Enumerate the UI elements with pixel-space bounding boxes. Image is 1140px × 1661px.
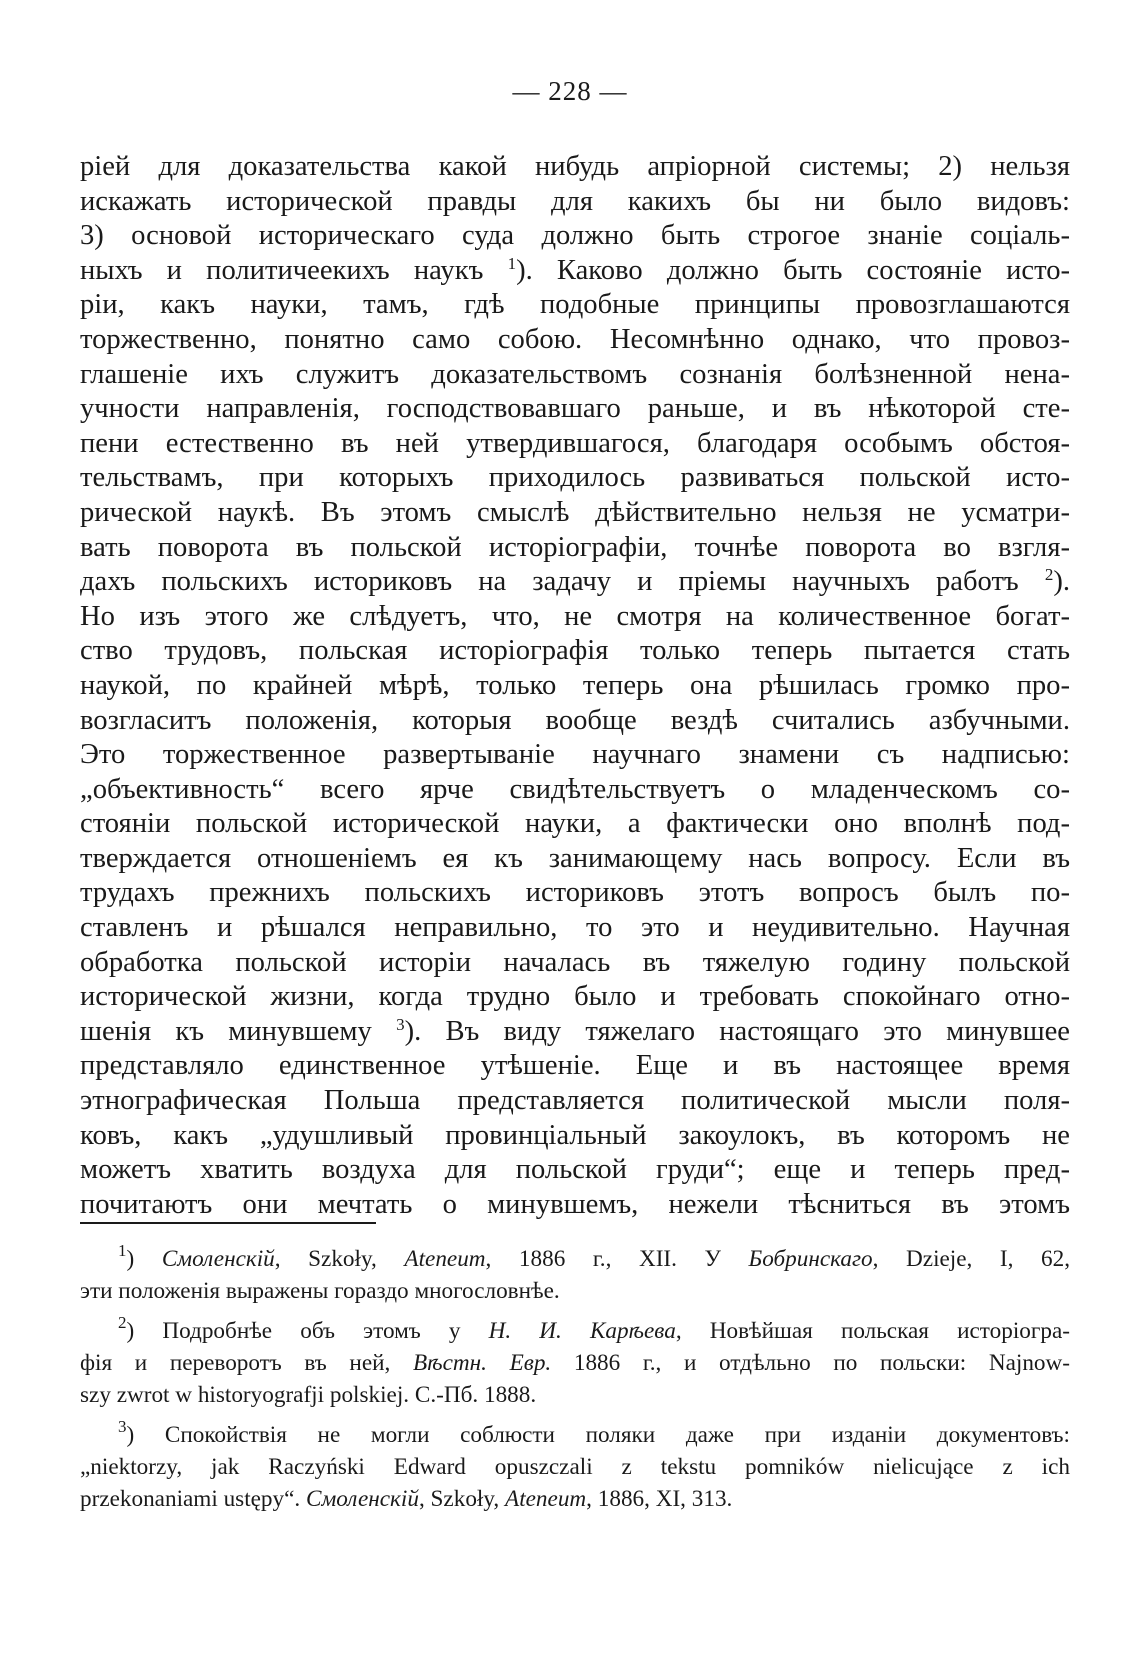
footnote-marker: 3 — [118, 1419, 127, 1436]
line-text: дахъ польскихъ историковъ на задачу и пріемы научныхъ работъ — [80, 566, 1019, 598]
text-line: почитаютъ они мечтать о минувшемъ, нежели тѣсниться въ этомъ — [80, 1188, 1070, 1220]
footnotes — [80, 1243, 1070, 1515]
author-name: Н. И. Карѣева — [488, 1318, 676, 1344]
footnote-ref-3: 3 — [396, 1014, 405, 1034]
footnote-divider — [80, 1222, 376, 1224]
journal-name: Ateneum — [404, 1246, 486, 1272]
text-line — [80, 254, 1070, 289]
text-line: представляло единственное утѣшеніе. Еще и въ настоящее время — [80, 1050, 1070, 1082]
footnote-1: $^1$) Смоленскій, Szkoły, Ateneum, 1886 г., XII. У Бобринскаго, Dzieje, I, 62, — [118, 1243, 1070, 1272]
text-line: торжественно, понятно само собою. Несомнѣнно однако, что провоз- — [80, 323, 1070, 355]
footnote-3-cont — [80, 1483, 1070, 1515]
footnote-1-cont: эти положенія выражены гораздо многословнѣе. — [80, 1278, 560, 1304]
footnote-text: , Szkoły, — [418, 1486, 506, 1512]
footnote-text: przekonaniami ustępy“. — [80, 1486, 306, 1512]
text-line: ковъ, какъ „удушливый провинціальный закоулокъ, въ которомъ не — [80, 1119, 1070, 1151]
text-line: ріей для доказательства какой нибудь апріорной системы; 2) нельзя — [80, 151, 1070, 182]
text-line: Но изъ этого же слѣдуетъ, что, не смотря на количественное богат- — [80, 600, 1070, 632]
text-line: искажать исторической правды для какихъ бы ни было видовъ: — [80, 185, 1070, 217]
footnote-text: Подробнѣе объ этомъ у — [162, 1318, 489, 1344]
text-line: ріи, какъ науки, тамъ, гдѣ подобные принципы провозглашаются — [80, 289, 1070, 321]
text-line: стояніи польской исторической науки, а фактически оно вполнѣ под- — [80, 808, 1070, 840]
page-number: — 228 — — [512, 76, 628, 106]
journal-name: Вѣстн. Евр. — [412, 1350, 552, 1376]
author-name: Смоленскій — [306, 1486, 419, 1512]
text-line: глашеніе ихъ служитъ доказательствомъ сознанія болѣзненной нена- — [80, 358, 1070, 390]
author-name: Смоленскій — [161, 1246, 275, 1272]
text-line: Это торжественное развертываніе научнаго знамени съ надписью: — [80, 739, 1070, 771]
text-line: можетъ хватить воздуха для польской груди“; еще и теперь пред- — [80, 1154, 1070, 1186]
footnote-text: , 1886, XI, 313. — [586, 1486, 733, 1512]
footnote-text: Спокойствія не могли соблюсти поляки даже при изданіи документовъ: — [164, 1422, 1070, 1448]
author-name: Бобринскаго — [748, 1246, 873, 1272]
text-line — [80, 565, 1070, 600]
main-text — [80, 150, 1070, 1222]
footnote-marker: 1 — [118, 1243, 127, 1260]
text-line: 3) основой историческаго суда должно быть строгое знаніе соціаль- — [80, 220, 1070, 252]
footnote-marker: 2 — [118, 1315, 127, 1332]
text-line: обработка польской исторіи началась въ тяжелую годину польской — [80, 946, 1070, 978]
footnote-text: , Szkoły, — [274, 1246, 405, 1272]
line-text: ). — [1053, 566, 1070, 598]
journal-name: Ateneum — [505, 1486, 587, 1512]
footnote-text: 1886 г., и отдѣльно по польски: Najnow- — [551, 1350, 1070, 1376]
footnote-2: $^2$) Подробнѣе объ этомъ у Н. И. Карѣева, Новѣйшая польская исторіогра- — [118, 1315, 1070, 1344]
footnote-3-cont: „niektorzy, jak Raczyński Edward opuszczali z tekstu pomników nielicujące z ich — [80, 1454, 1070, 1480]
text-line: трудахъ прежнихъ польскихъ историковъ этотъ вопросъ былъ по- — [80, 877, 1070, 909]
line-text: ). Каково должно быть состояніе исто- — [516, 254, 1070, 286]
text-line: ставленъ и рѣшался неправильно, то это и неудивительно. Научная — [80, 912, 1070, 944]
text-line: „объективность“ всего ярче свидѣтельствуетъ о младенческомъ со- — [80, 773, 1070, 805]
line-text: шенія къ минувшему — [80, 1015, 372, 1047]
text-line: ство трудовъ, польская исторіографія только теперь пытается стать — [80, 635, 1070, 667]
footnote-3: $^3$) Спокойствія не могли соблюсти поляки даже при изданіи документовъ: — [118, 1419, 1070, 1448]
line-text: ). Въ виду тяжелаго настоящаго это минувшее — [404, 1015, 1070, 1047]
text-line: исторической жизни, когда трудно было и требовать спокойнаго отно- — [80, 981, 1070, 1013]
footnote-2-cont: szy zwrot w historyografji polskiej. С.-Пб. 1888. — [80, 1382, 537, 1408]
text-line: наукой, по крайней мѣрѣ, только теперь она рѣшилась громко про- — [80, 669, 1070, 701]
footnote-ref-1: 1 — [507, 253, 517, 273]
footnote-text: фія и переворотъ въ ней, — [80, 1350, 413, 1376]
footnote-text: , Новѣйшая польская исторіогра- — [675, 1318, 1070, 1344]
text-line — [80, 1015, 1070, 1050]
line-text: ныхъ и политичеекихъ наукъ — [80, 254, 484, 286]
text-line: вать поворота въ польской исторіографіи, точнѣе поворота во взгля- — [80, 531, 1070, 563]
text-line: этнографическая Польша представляется политической мысли поля- — [80, 1085, 1070, 1117]
text-line: возгласитъ положенія, которыя вообще вездѣ считались азбучными. — [80, 704, 1070, 736]
footnote-ref-2: 2 — [1044, 565, 1054, 585]
footnote-2-cont — [80, 1347, 1070, 1379]
text-line: пени естественно въ ней утвердившагося, благодаря особымъ обстоя- — [80, 427, 1070, 459]
text-line: тверждается отношеніемъ ея къ занимающему нась вопросу. Если въ — [80, 842, 1070, 874]
text-line: рической наукѣ. Въ этомъ смыслѣ дѣйствительно нельзя не усматри- — [80, 496, 1070, 528]
footnote-text: , Dzieje, I, 62, — [872, 1246, 1070, 1272]
footnote-text: , 1886 г., XII. У — [485, 1246, 749, 1272]
text-line: учности направленія, господствовавшаго раньше, и въ нѣкоторой сте- — [80, 393, 1070, 425]
text-line: тельствамъ, при которыхъ приходилось развиваться польской исто- — [80, 462, 1070, 494]
